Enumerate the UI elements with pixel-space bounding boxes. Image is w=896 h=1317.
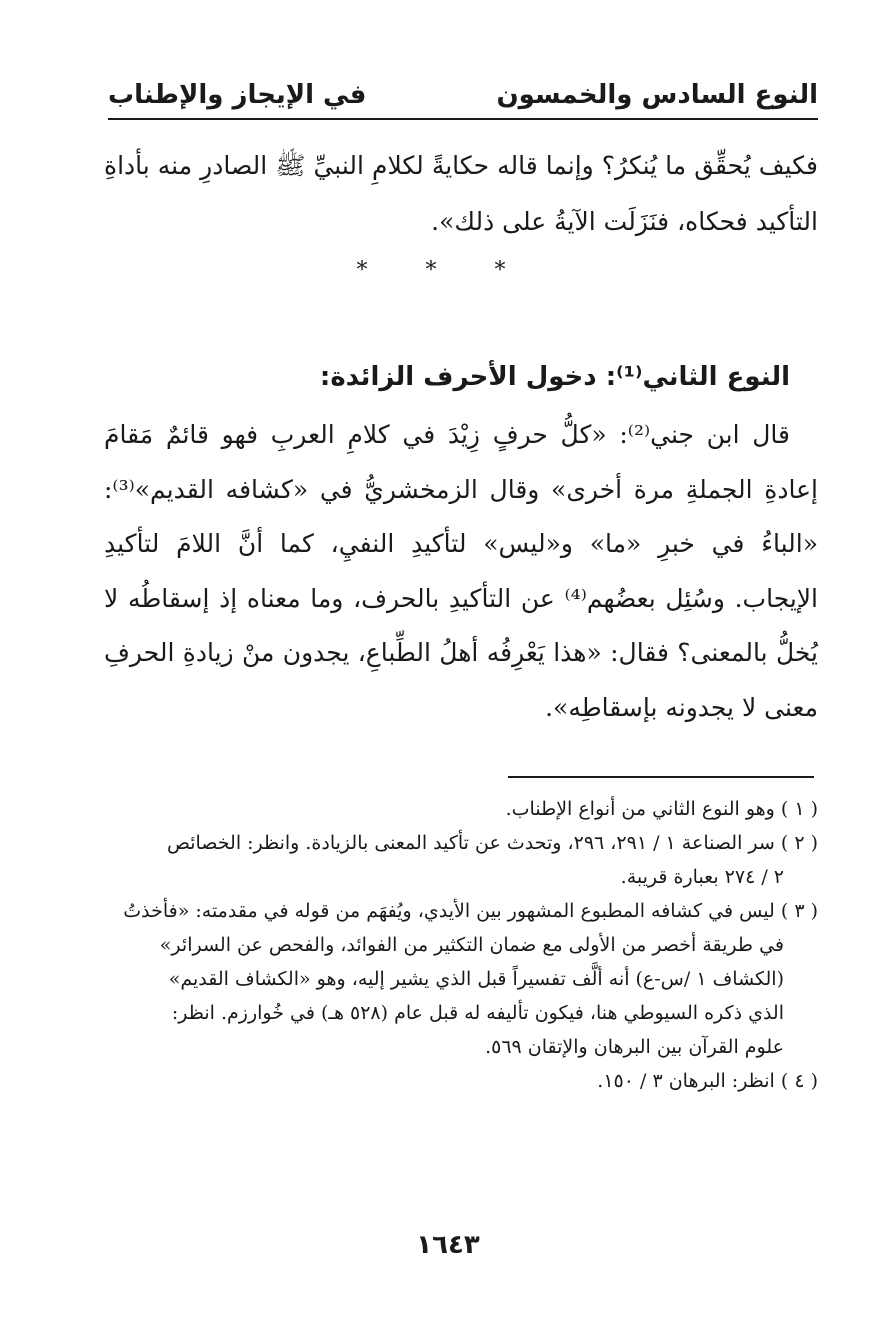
footnote-4: [104, 1064, 818, 1098]
footnote-rule: [508, 776, 814, 778]
separator-star: *: [494, 258, 540, 283]
page-number: ١٦٤٣: [416, 1230, 480, 1260]
running-header: [108, 72, 818, 118]
footnote-1: [104, 792, 818, 826]
footnotes: [104, 792, 818, 1098]
separator-star: *: [356, 258, 402, 283]
footnote-line: ( ٣ ) ليس في كشافه المطبوع المشهور بين الأيدي، ويُفهَم من قوله في مقدمته: «فأخذتُ: [123, 900, 818, 922]
footnote-line: ( ٢ ) سر الصناعة ١ / ٢٩١، ٢٩٦، وتحدث عن تأكيد المعنى بالزيادة. وانظر: الخصائص: [166, 832, 818, 854]
separator-star: *: [425, 258, 471, 283]
header-rule: [108, 118, 818, 120]
header-chapter-title: النوع السادس والخمسون: [496, 80, 818, 110]
footnote-line: الذي ذكره السيوطي هنا، فيكون تأليفه له قبل عام (٥٢٨ هـ) في خُوارزم. انظر:: [171, 1002, 784, 1024]
section-separator: [0, 258, 896, 283]
body-paragraph: قال ابن جني⁽²⁾: «كلُّ حرفٍ زِيْدَ في كلامِ العربِ فهو قائمٌ مَقامَ إعادةِ الجملةِ مرة أخرى» وقال الزمخشريُّ في «كشافه القديم»⁽³⁾: «الباءُ في خبرِ «ما» و«ليس» لتأكيدِ النفيِ، كما أنَّ اللامَ لتأكيدِ الإيجاب. وسُئِل بعضُهم⁽⁴⁾ عن التأكيدِ بالحرف، وما معناه إذ إسقاطُه لا يُخلُّ بالمعنى؟ فقال: «هذا يَعْرِفُه أهلُ الطِّباعِ، يجدون منْ زيادةِ الحرفِ معنى لا يجدونه بإسقاطِه».: [104, 420, 818, 722]
footnote-2: [104, 826, 818, 894]
footnote-line: في طريقة أخصر من الأولى مع ضمان التكثير من الفوائد، والفحص عن السرائر»: [159, 934, 784, 956]
footnote-line: علوم القرآن بين البرهان والإتقان ٥٦٩.: [485, 1036, 784, 1058]
header-section-title: في الإيجاز والإطناب: [108, 80, 367, 110]
footnote-3: [104, 894, 818, 1064]
intro-paragraph: فكيف يُحقِّق ما يُنكرُ؟ وإنما قاله حكايةً لكلامِ النبيِّ ﷺ الصادرِ منه بأداةِ التأكيد فحكاه، فنَزَلَت الآيةُ على ذلك».: [104, 151, 818, 236]
section-heading: النوع الثاني⁽¹⁾: دخول الأحرف الزائدة:: [319, 362, 790, 392]
footnote-line: ٢ / ٢٧٤ بعبارة قريبة.: [620, 866, 784, 888]
footnote-line: ( ٤ ) انظر: البرهان ٣ / ١٥٠.: [597, 1070, 818, 1092]
footnote-line: ( ١ ) وهو النوع الثاني من أنواع الإطناب.: [505, 798, 818, 820]
footnote-line: (الكشاف ١ /س-ع) أنه ألَّف تفسيراً قبل الذي يشير إليه، وهو «الكشاف القديم»: [168, 968, 784, 990]
